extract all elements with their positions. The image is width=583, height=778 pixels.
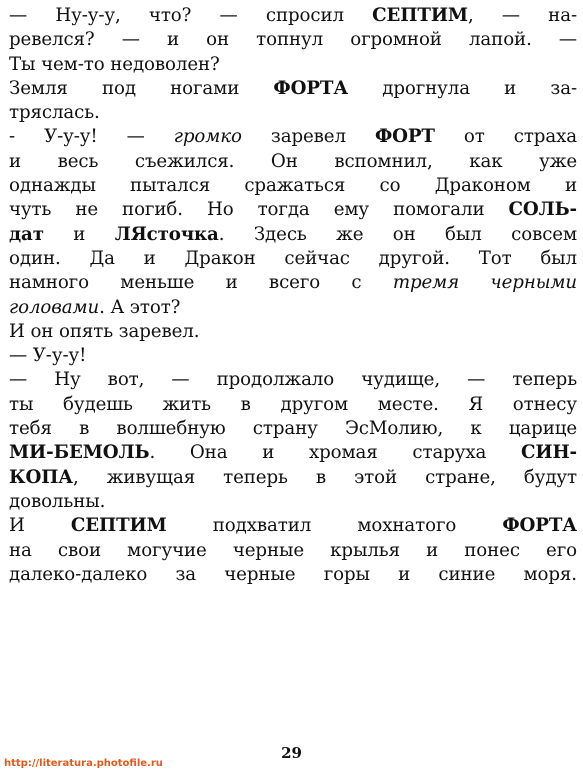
text-line (9, 466, 577, 490)
text-line (9, 344, 577, 368)
text-line (9, 223, 577, 247)
text-line (9, 198, 577, 222)
text-line (9, 441, 577, 465)
text-line (9, 514, 577, 538)
text-run: один. Да и Дракон сейчас другой. Тот был (9, 247, 577, 269)
text-run: И (9, 515, 71, 537)
text-run: ФОРТА (502, 515, 577, 537)
text-line (9, 174, 577, 198)
page-number: 29 (281, 744, 302, 762)
text-run: чуть не погиб. Но тогда ему помогали (9, 199, 509, 221)
text-run: ФОРТ (374, 126, 435, 148)
text-line (9, 125, 577, 149)
text-run: , живущая теперь в этой стране, будут (72, 466, 577, 488)
text-run: ревелся? — и он топнул огромной лапой. — (9, 29, 577, 51)
text-run: КОПА (9, 466, 73, 488)
text-run: намного меньше и всего с (9, 272, 393, 294)
text-run: ЛЯсточка (114, 223, 219, 245)
text-line (9, 539, 577, 563)
text-line (9, 247, 577, 271)
text-run: ФОРТА (273, 77, 349, 99)
text-run: тремя черными (392, 272, 578, 294)
text-line (9, 150, 577, 174)
text-line (9, 320, 577, 344)
text-run: И он опять заревел. (9, 320, 200, 342)
text-run: заревел (241, 126, 375, 148)
text-line (9, 101, 577, 125)
text-run: и весь съежился. Он вспомнил, как уже (9, 150, 577, 172)
text-run: . Здесь же он был совсем (218, 223, 578, 245)
text-line (9, 563, 577, 587)
text-run: СОЛЬ- (508, 199, 577, 221)
text-run: — Ну вот, — продолжало чудище, — теперь (9, 369, 577, 391)
text-run: МИ-БЕМОЛЬ (9, 442, 150, 464)
text-run: головами (9, 296, 100, 318)
text-line (9, 417, 577, 441)
text-run: - У-у-у! — (9, 126, 174, 148)
text-run: . А этот? (99, 296, 181, 318)
text-run: СЕПТИМ (372, 5, 468, 26)
text-run: далеко-далеко за черные горы и синие моря. (9, 563, 577, 585)
text-line (9, 53, 577, 77)
text-run: тебя в волшебную страну ЭсМолию, к царице (9, 418, 577, 440)
text-run: дрогнула и за- (348, 77, 577, 99)
text-run: громко (173, 126, 242, 148)
text-run: Земля под ногами (9, 77, 274, 99)
text-run: довольны. (9, 490, 106, 512)
text-line (9, 271, 577, 295)
text-line (9, 28, 577, 52)
text-run: подхватил мохнатого (166, 515, 503, 537)
text-run: . Она и хромая старуха (149, 442, 521, 464)
text-line (9, 77, 577, 101)
text-run: ты будешь жить в другом месте. Я отнесу (9, 393, 577, 415)
text-run: от страха (434, 126, 577, 148)
text-run: тряслась. (9, 102, 100, 124)
text-line (9, 296, 577, 320)
source-watermark-url: http://literatura.photofile.ru (4, 758, 163, 769)
text-run: — У-у-у! (9, 345, 87, 367)
text-run: , — на- (467, 5, 577, 26)
text-run: дат (9, 223, 44, 245)
text-run: однажды пытался сражаться со Драконом и (9, 175, 577, 197)
text-line (9, 368, 577, 392)
text-line (9, 4, 577, 28)
text-run: СЕПТИМ (70, 515, 167, 537)
text-run: СИН- (521, 442, 577, 464)
text-line (9, 393, 577, 417)
text-run: — Ну-у-у, что? — спросил (9, 5, 373, 26)
text-run: Ты чем-то недоволен? (9, 53, 220, 75)
text-run: и (43, 223, 115, 245)
text-run: на свои могучие черные крылья и понес его (9, 539, 577, 561)
page-body-text (9, 4, 577, 587)
text-line (9, 490, 577, 514)
